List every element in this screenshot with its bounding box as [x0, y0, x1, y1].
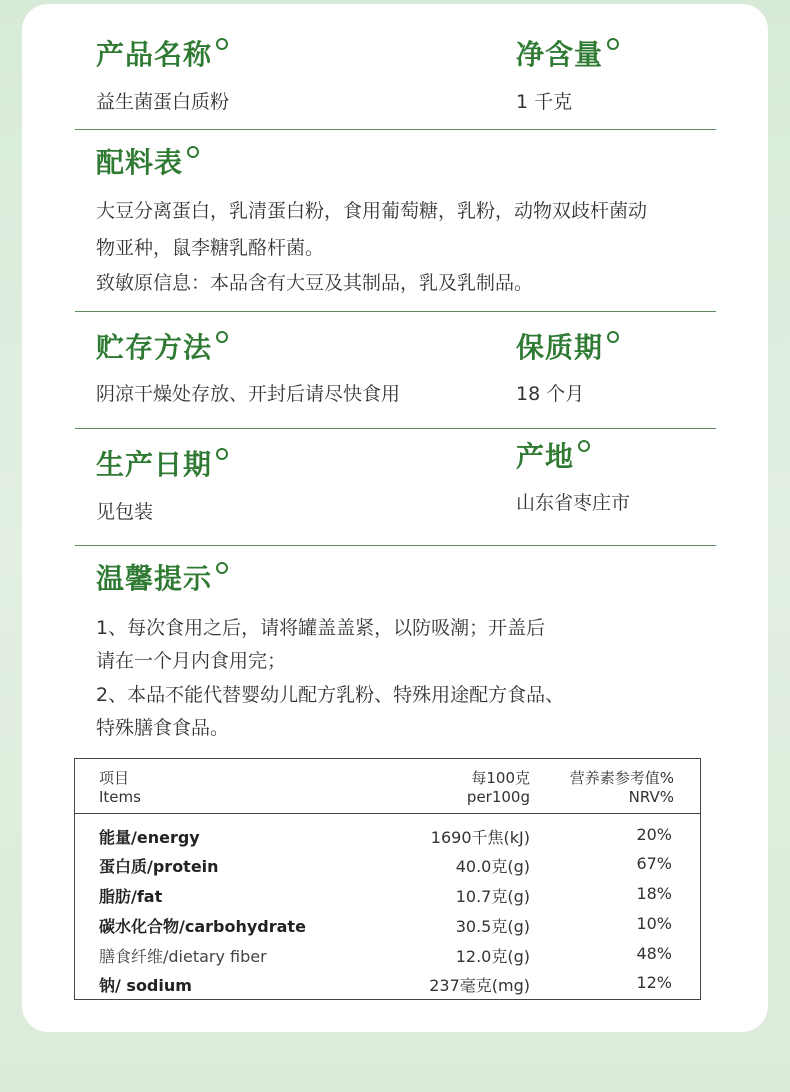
- nutrient-name: 脂肪/fat: [99, 887, 163, 906]
- divider: [75, 311, 716, 312]
- tips-line-1: 1、每次食用之后，请将罐盖盖紧，以防吸潮；开盖后: [96, 617, 546, 639]
- shelf-life-value: 18 个月: [516, 383, 585, 405]
- ingredients-line-1: 大豆分离蛋白，乳清蛋白粉，食用葡萄糖，乳粉，动物双歧杆菌动: [96, 200, 648, 222]
- header-per100g-cn: 每100克: [471, 769, 530, 787]
- degree-circle-icon: [187, 146, 199, 158]
- table-row: [75, 969, 700, 999]
- degree-circle-icon: [578, 440, 590, 452]
- tips-line-3: 2、本品不能代替婴幼儿配方乳粉、特殊用途配方食品、: [96, 684, 565, 706]
- nutrient-name: 膳食纤维/dietary fiber: [99, 947, 267, 966]
- degree-circle-icon: [216, 562, 228, 574]
- degree-circle-icon: [216, 448, 228, 460]
- header-items-en: Items: [99, 788, 141, 806]
- ingredients-line-2: 物亚种，鼠李糖乳酪杆菌。: [96, 237, 325, 259]
- nutrient-amount: 1690千焦(kJ): [430, 828, 530, 847]
- nutrient-amount: 30.5克(g): [455, 917, 530, 936]
- nutrient-nrv: 48%: [636, 944, 672, 963]
- nutrition-table: [74, 758, 701, 1000]
- header-items-cn: 项目: [99, 769, 130, 787]
- table-row: [75, 850, 700, 880]
- nutrient-nrv: 18%: [636, 884, 672, 903]
- table-row: [75, 821, 700, 851]
- nutrient-amount: 40.0克(g): [455, 857, 530, 876]
- nutrient-amount: 10.7克(g): [455, 887, 530, 906]
- nutrient-name: 蛋白质/protein: [99, 857, 219, 876]
- product-name-heading: 产品名称: [96, 38, 228, 72]
- nutrient-nrv: 67%: [636, 854, 672, 873]
- table-separator: [75, 813, 700, 814]
- storage-value: 阴凉干燥处存放、开封后请尽快食用: [96, 383, 401, 405]
- ingredients-heading: 配料表: [96, 146, 199, 180]
- origin-heading: 产地: [516, 440, 590, 474]
- nutrient-amount: 12.0克(g): [455, 947, 530, 966]
- table-row: [75, 940, 700, 970]
- divider: [75, 428, 716, 429]
- production-date-value: 见包装: [96, 501, 154, 523]
- product-name-value: 益生菌蛋白质粉: [96, 91, 230, 113]
- nutrient-nrv: 20%: [636, 825, 672, 844]
- degree-circle-icon: [216, 38, 228, 50]
- nutrient-amount: 237毫克(mg): [429, 976, 530, 995]
- degree-circle-icon: [607, 38, 619, 50]
- nutrient-name: 碳水化合物/carbohydrate: [99, 917, 306, 936]
- origin-value: 山东省枣庄市: [516, 492, 631, 514]
- net-content-heading: 净含量: [516, 38, 619, 72]
- nutrient-name: 钠/ sodium: [99, 976, 192, 995]
- divider: [75, 545, 716, 546]
- tips-line-4: 特殊膳食食品。: [96, 717, 230, 739]
- tips-line-2: 请在一个月内食用完；: [96, 650, 287, 672]
- net-content-value: 1 千克: [516, 91, 573, 113]
- nutrient-name: 能量/energy: [99, 828, 200, 847]
- divider: [75, 129, 716, 130]
- table-row: [75, 880, 700, 910]
- tips-heading: 温馨提示: [96, 562, 228, 596]
- production-date-heading: 生产日期: [96, 448, 228, 482]
- header-nrv-en: NRV%: [628, 788, 674, 806]
- allergen-info: 致敏原信息：本品含有大豆及其制品，乳及乳制品。: [96, 272, 534, 294]
- table-row: [75, 910, 700, 940]
- degree-circle-icon: [607, 331, 619, 343]
- degree-circle-icon: [216, 331, 228, 343]
- header-nrv-cn: 营养素参考值%: [569, 769, 674, 787]
- shelf-life-heading: 保质期: [516, 331, 619, 365]
- storage-heading: 贮存方法: [96, 331, 228, 365]
- header-per100g-en: per100g: [466, 788, 530, 806]
- nutrient-nrv: 12%: [636, 973, 672, 992]
- nutrient-nrv: 10%: [636, 914, 672, 933]
